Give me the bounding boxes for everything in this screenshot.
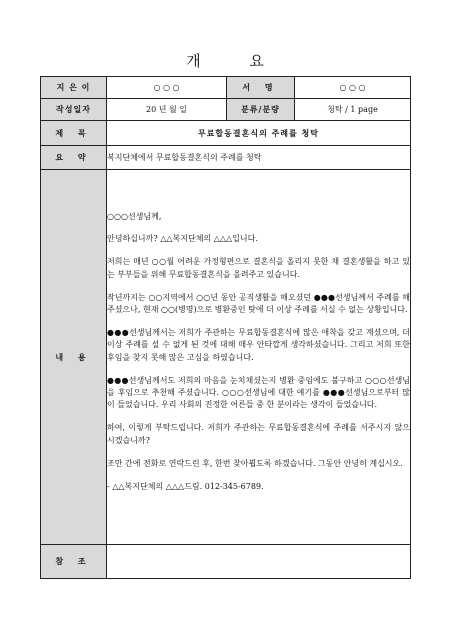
content-label: 내 용	[41, 170, 107, 545]
document-form	[40, 76, 411, 579]
document-title: 개 요	[186, 52, 286, 70]
content-paragraph: 저희는 매년 ○○월 어려운 가정형편으로 결혼식을 올리지 못한 채 결혼생활을 하고 있는 부부들을 위해 무료합동결혼식을 올려주고 있습니다.	[107, 257, 410, 279]
reference-label: 참 조	[41, 545, 107, 579]
content-paragraph: 안녕하십니까? △△복지단체의 △△△입니다.	[107, 234, 258, 244]
signature-label: 서 명	[227, 77, 295, 99]
date-value[interactable]: 20 년 월 일	[107, 99, 227, 121]
category-label: 분류/분량	[227, 99, 295, 121]
content-paragraph: ●●●선생님께서도 저희의 마음을 눈치채셨는지 병환 중임에도 불구하고 ○○○선생님을 후임으로 추천해 주셨습니다. ○○○선생님에 대한 얘기를 ●●●선생님으로부터 많이 들었습니다. 우리 사회의 진정한 어른들 중 한 분이라는 생각이 들었습니다.	[107, 375, 410, 410]
summary-value[interactable]: 복지단체에서 무료합동결혼식의 주례를 청탁	[107, 146, 411, 170]
summary-label: 요 약	[41, 146, 107, 170]
subject-label: 제 목	[41, 121, 107, 146]
category-value[interactable]: 청탁 / 1 page	[295, 99, 411, 121]
subject-value[interactable]: 무료합동결혼식의 주례를 청탁	[107, 121, 411, 146]
content-signoff: - △△복지단체의 △△△드림. 012-345-6789.	[107, 481, 264, 491]
author-label: 지 은 이	[41, 77, 107, 99]
content-paragraph: ○○○선생님께,	[107, 211, 162, 221]
date-label: 작성일자	[41, 99, 107, 121]
content-paragraph: 작년까지는 ○○지역에서 ○○년 동안 공직생활을 해오셨던 ●●●선생님께서 주례를 해주셨으나, 현재 ○○(병명)으로 병환중인 탓에 더 이상 주례를 서실 수 없는 상황입니다.	[107, 292, 410, 315]
content-paragraph: ●●●선생님께서는 저희가 주관하는 무료합동결혼식에 많은 애착을 갖고 계셨으며, 더 이상 주례를 설 수 없게 된 것에 대해 매우 안타깝게 생각하셨습니다. 그리고 저희 또한 후임을 찾지 못해 많은 고심을 하였습니다.	[107, 327, 410, 362]
reference-value[interactable]	[107, 545, 411, 579]
content-body[interactable]	[107, 170, 411, 545]
content-paragraph: 하여, 이렇게 부탁드립니다. 저희가 주관하는 무료합동결혼식에 주례를 서주시지 않으시겠습니까?	[107, 423, 410, 445]
author-value[interactable]: ○ ○ ○	[107, 77, 227, 99]
content-paragraph: 조만 간에 전화로 연락드린 후, 한번 찾아뵙도록 하겠습니다. 그동안 안녕히 계십시오.	[107, 458, 403, 468]
signature-value[interactable]: ○ ○ ○	[295, 77, 411, 99]
